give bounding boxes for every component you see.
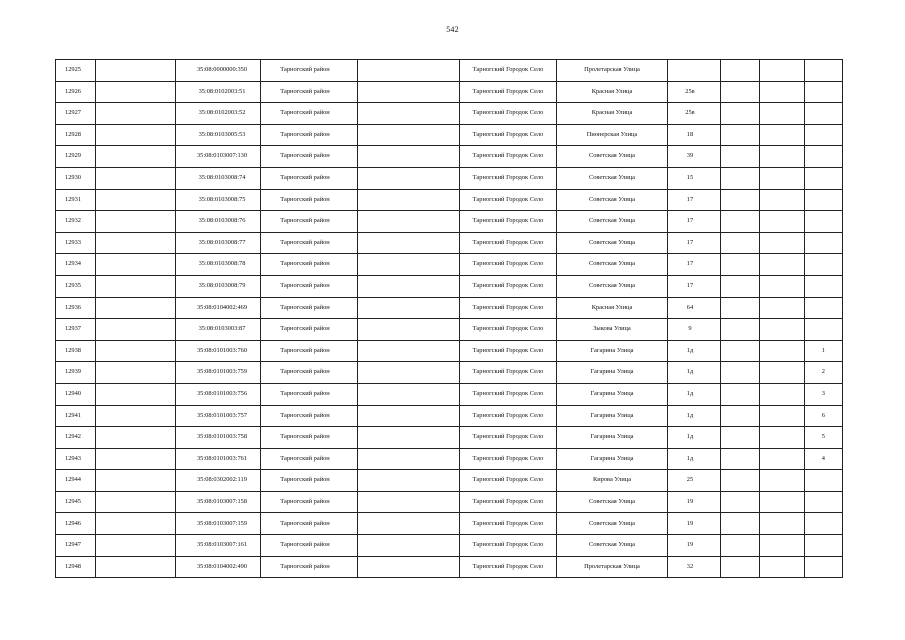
empty-cell: [721, 383, 760, 405]
empty-cell: [96, 275, 176, 297]
empty-cell: [96, 340, 176, 362]
empty-cell: [358, 103, 460, 125]
apartment-number-cell: [805, 319, 843, 341]
registry-body: [56, 60, 843, 578]
table-row: [56, 254, 843, 276]
empty-cell: [721, 470, 760, 492]
empty-cell: [721, 103, 760, 125]
empty-cell: [760, 513, 805, 535]
house-number-cell: 1д: [668, 340, 721, 362]
house-number-cell: 1д: [668, 448, 721, 470]
table-row: [56, 362, 843, 384]
empty-cell: [96, 124, 176, 146]
locality-cell: Тарногский Городок Село: [460, 146, 557, 168]
district-cell: Тарногский район: [261, 383, 358, 405]
record-number-cell: 12943: [56, 448, 96, 470]
street-cell: Советская Улица: [557, 232, 668, 254]
record-number-cell: 12946: [56, 513, 96, 535]
table-row: [56, 491, 843, 513]
empty-cell: [358, 297, 460, 319]
empty-cell: [760, 556, 805, 578]
district-cell: Тарногский район: [261, 362, 358, 384]
house-number-cell: 25: [668, 470, 721, 492]
street-cell: Советская Улица: [557, 535, 668, 557]
district-cell: Тарногский район: [261, 167, 358, 189]
empty-cell: [721, 448, 760, 470]
record-number-cell: 12927: [56, 103, 96, 125]
empty-cell: [358, 275, 460, 297]
street-cell: Советская Улица: [557, 275, 668, 297]
empty-cell: [760, 491, 805, 513]
record-number-cell: 12930: [56, 167, 96, 189]
street-cell: Гагарина Улица: [557, 362, 668, 384]
table-row: [56, 383, 843, 405]
empty-cell: [358, 383, 460, 405]
district-cell: Тарногский район: [261, 427, 358, 449]
apartment-number-cell: [805, 254, 843, 276]
empty-cell: [721, 340, 760, 362]
table-row: [56, 60, 843, 82]
locality-cell: Тарногский Городок Село: [460, 535, 557, 557]
table-row: [56, 427, 843, 449]
record-number-cell: 12935: [56, 275, 96, 297]
street-cell: Гагарина Улица: [557, 383, 668, 405]
cadastral-number-cell: 35:08:0101003:759: [176, 362, 261, 384]
cadastral-number-cell: 35:08:0103008:77: [176, 232, 261, 254]
cadastral-number-cell: 35:08:0103008:74: [176, 167, 261, 189]
empty-cell: [358, 340, 460, 362]
house-number-cell: 15: [668, 167, 721, 189]
empty-cell: [358, 167, 460, 189]
table-row: [56, 211, 843, 233]
empty-cell: [760, 60, 805, 82]
cadastral-number-cell: 35:08:0101003:758: [176, 427, 261, 449]
street-cell: Советская Улица: [557, 513, 668, 535]
empty-cell: [760, 146, 805, 168]
empty-cell: [760, 81, 805, 103]
house-number-cell: 19: [668, 535, 721, 557]
table-row: [56, 319, 843, 341]
empty-cell: [358, 319, 460, 341]
apartment-number-cell: [805, 189, 843, 211]
record-number-cell: 12937: [56, 319, 96, 341]
apartment-number-cell: 4: [805, 448, 843, 470]
house-number-cell: 1д: [668, 405, 721, 427]
empty-cell: [96, 427, 176, 449]
empty-cell: [96, 491, 176, 513]
empty-cell: [721, 189, 760, 211]
district-cell: Тарногский район: [261, 448, 358, 470]
house-number-cell: 19: [668, 491, 721, 513]
empty-cell: [358, 232, 460, 254]
empty-cell: [760, 535, 805, 557]
house-number-cell: 17: [668, 232, 721, 254]
district-cell: Тарногский район: [261, 254, 358, 276]
apartment-number-cell: [805, 535, 843, 557]
record-number-cell: 12940: [56, 383, 96, 405]
cadastral-number-cell: 35:08:0302002:119: [176, 470, 261, 492]
apartment-number-cell: [805, 81, 843, 103]
district-cell: Тарногский район: [261, 103, 358, 125]
street-cell: Красная Улица: [557, 81, 668, 103]
locality-cell: Тарногский Городок Село: [460, 297, 557, 319]
empty-cell: [96, 211, 176, 233]
empty-cell: [760, 405, 805, 427]
record-number-cell: 12932: [56, 211, 96, 233]
table-row: [56, 103, 843, 125]
cadastral-number-cell: 35:08:0103007:158: [176, 491, 261, 513]
street-cell: Гагарина Улица: [557, 448, 668, 470]
empty-cell: [358, 513, 460, 535]
record-number-cell: 12928: [56, 124, 96, 146]
apartment-number-cell: [805, 211, 843, 233]
house-number-cell: 17: [668, 254, 721, 276]
empty-cell: [96, 60, 176, 82]
district-cell: Тарногский район: [261, 146, 358, 168]
district-cell: Тарногский район: [261, 60, 358, 82]
empty-cell: [721, 405, 760, 427]
locality-cell: Тарногский Городок Село: [460, 81, 557, 103]
empty-cell: [358, 448, 460, 470]
cadastral-number-cell: 35:08:0101003:756: [176, 383, 261, 405]
empty-cell: [358, 146, 460, 168]
apartment-number-cell: [805, 470, 843, 492]
empty-cell: [96, 103, 176, 125]
empty-cell: [721, 60, 760, 82]
street-cell: Зыкова Улица: [557, 319, 668, 341]
house-number-cell: 64: [668, 297, 721, 319]
apartment-number-cell: [805, 513, 843, 535]
locality-cell: Тарногский Городок Село: [460, 103, 557, 125]
street-cell: Советская Улица: [557, 146, 668, 168]
empty-cell: [96, 146, 176, 168]
district-cell: Тарногский район: [261, 124, 358, 146]
house-number-cell: [668, 60, 721, 82]
table-row: [56, 448, 843, 470]
empty-cell: [721, 319, 760, 341]
empty-cell: [760, 319, 805, 341]
empty-cell: [96, 297, 176, 319]
locality-cell: Тарногский Городок Село: [460, 275, 557, 297]
apartment-number-cell: 5: [805, 427, 843, 449]
street-cell: Пролетарская Улица: [557, 60, 668, 82]
cadastral-number-cell: 35:08:0000000:350: [176, 60, 261, 82]
locality-cell: Тарногский Городок Село: [460, 383, 557, 405]
house-number-cell: 19: [668, 513, 721, 535]
empty-cell: [760, 167, 805, 189]
street-cell: Гагарина Улица: [557, 340, 668, 362]
record-number-cell: 12948: [56, 556, 96, 578]
empty-cell: [721, 167, 760, 189]
house-number-cell: 17: [668, 189, 721, 211]
cadastral-number-cell: 35:08:0101003:761: [176, 448, 261, 470]
empty-cell: [721, 275, 760, 297]
cadastral-number-cell: 35:08:0103008:78: [176, 254, 261, 276]
apartment-number-cell: [805, 60, 843, 82]
table-row: [56, 556, 843, 578]
table-row: [56, 167, 843, 189]
empty-cell: [721, 556, 760, 578]
cadastral-number-cell: 35:08:0103005:53: [176, 124, 261, 146]
apartment-number-cell: 3: [805, 383, 843, 405]
house-number-cell: 1д: [668, 362, 721, 384]
cadastral-number-cell: 35:08:0104002:469: [176, 297, 261, 319]
empty-cell: [760, 362, 805, 384]
locality-cell: Тарногский Городок Село: [460, 556, 557, 578]
house-number-cell: 9: [668, 319, 721, 341]
empty-cell: [358, 211, 460, 233]
empty-cell: [358, 124, 460, 146]
empty-cell: [721, 254, 760, 276]
district-cell: Тарногский район: [261, 232, 358, 254]
table-row: [56, 124, 843, 146]
record-number-cell: 12926: [56, 81, 96, 103]
record-number-cell: 12947: [56, 535, 96, 557]
locality-cell: Тарногский Городок Село: [460, 470, 557, 492]
street-cell: Красная Улица: [557, 103, 668, 125]
empty-cell: [358, 470, 460, 492]
empty-cell: [358, 254, 460, 276]
record-number-cell: 12944: [56, 470, 96, 492]
house-number-cell: 1д: [668, 383, 721, 405]
apartment-number-cell: [805, 491, 843, 513]
cadastral-number-cell: 35:08:0103007:130: [176, 146, 261, 168]
empty-cell: [721, 232, 760, 254]
locality-cell: Тарногский Городок Село: [460, 60, 557, 82]
empty-cell: [721, 211, 760, 233]
cadastral-number-cell: 35:08:0101003:760: [176, 340, 261, 362]
empty-cell: [96, 470, 176, 492]
district-cell: Тарногский район: [261, 405, 358, 427]
district-cell: Тарногский район: [261, 275, 358, 297]
empty-cell: [96, 362, 176, 384]
page-number: 542: [446, 25, 459, 34]
table-row: [56, 146, 843, 168]
locality-cell: Тарногский Городок Село: [460, 167, 557, 189]
district-cell: Тарногский район: [261, 189, 358, 211]
record-number-cell: 12939: [56, 362, 96, 384]
apartment-number-cell: 2: [805, 362, 843, 384]
empty-cell: [721, 297, 760, 319]
street-cell: Советская Улица: [557, 189, 668, 211]
apartment-number-cell: [805, 167, 843, 189]
empty-cell: [96, 319, 176, 341]
apartment-number-cell: [805, 103, 843, 125]
house-number-cell: 39: [668, 146, 721, 168]
record-number-cell: 12931: [56, 189, 96, 211]
house-number-cell: 18: [668, 124, 721, 146]
apartment-number-cell: [805, 124, 843, 146]
table-row: [56, 232, 843, 254]
record-number-cell: 12936: [56, 297, 96, 319]
locality-cell: Тарногский Городок Село: [460, 362, 557, 384]
table-row: [56, 340, 843, 362]
empty-cell: [760, 232, 805, 254]
house-number-cell: 25в: [668, 81, 721, 103]
empty-cell: [721, 362, 760, 384]
cadastral-number-cell: 35:08:0101003:757: [176, 405, 261, 427]
cadastral-number-cell: 35:08:0103007:159: [176, 513, 261, 535]
cadastral-number-cell: 35:08:0102003:51: [176, 81, 261, 103]
table-row: [56, 81, 843, 103]
cadastral-number-cell: 35:08:0103003:87: [176, 319, 261, 341]
empty-cell: [358, 362, 460, 384]
table-row: [56, 297, 843, 319]
street-cell: Советская Улица: [557, 211, 668, 233]
table-row: [56, 189, 843, 211]
empty-cell: [358, 556, 460, 578]
table-row: [56, 405, 843, 427]
house-number-cell: 25в: [668, 103, 721, 125]
empty-cell: [96, 405, 176, 427]
empty-cell: [96, 513, 176, 535]
record-number-cell: 12938: [56, 340, 96, 362]
empty-cell: [721, 427, 760, 449]
empty-cell: [358, 491, 460, 513]
empty-cell: [96, 556, 176, 578]
empty-cell: [358, 405, 460, 427]
district-cell: Тарногский район: [261, 491, 358, 513]
empty-cell: [721, 146, 760, 168]
table-row: [56, 275, 843, 297]
empty-cell: [760, 427, 805, 449]
house-number-cell: 17: [668, 275, 721, 297]
table-row: [56, 470, 843, 492]
empty-cell: [96, 189, 176, 211]
empty-cell: [760, 448, 805, 470]
empty-cell: [760, 103, 805, 125]
locality-cell: Тарногский Городок Село: [460, 232, 557, 254]
record-number-cell: 12942: [56, 427, 96, 449]
street-cell: Кирова Улица: [557, 470, 668, 492]
locality-cell: Тарногский Городок Село: [460, 491, 557, 513]
apartment-number-cell: 6: [805, 405, 843, 427]
empty-cell: [358, 189, 460, 211]
empty-cell: [760, 254, 805, 276]
street-cell: Гагарина Улица: [557, 427, 668, 449]
locality-cell: Тарногский Городок Село: [460, 448, 557, 470]
empty-cell: [358, 535, 460, 557]
apartment-number-cell: 1: [805, 340, 843, 362]
record-number-cell: 12929: [56, 146, 96, 168]
district-cell: Тарногский район: [261, 470, 358, 492]
locality-cell: Тарногский Городок Село: [460, 513, 557, 535]
locality-cell: Тарногский Городок Село: [460, 211, 557, 233]
street-cell: Советская Улица: [557, 491, 668, 513]
empty-cell: [760, 124, 805, 146]
empty-cell: [721, 535, 760, 557]
locality-cell: Тарногский Городок Село: [460, 254, 557, 276]
cadastral-number-cell: 35:08:0104002:490: [176, 556, 261, 578]
district-cell: Тарногский район: [261, 556, 358, 578]
district-cell: Тарногский район: [261, 513, 358, 535]
empty-cell: [358, 60, 460, 82]
district-cell: Тарногский район: [261, 319, 358, 341]
district-cell: Тарногский район: [261, 211, 358, 233]
record-number-cell: 12934: [56, 254, 96, 276]
record-number-cell: 12941: [56, 405, 96, 427]
empty-cell: [760, 211, 805, 233]
locality-cell: Тарногский Городок Село: [460, 340, 557, 362]
cadastral-number-cell: 35:08:0103008:76: [176, 211, 261, 233]
street-cell: Советская Улица: [557, 167, 668, 189]
empty-cell: [358, 81, 460, 103]
locality-cell: Тарногский Городок Село: [460, 405, 557, 427]
district-cell: Тарногский район: [261, 340, 358, 362]
empty-cell: [96, 167, 176, 189]
apartment-number-cell: [805, 556, 843, 578]
registry-table: [55, 59, 843, 578]
record-number-cell: 12925: [56, 60, 96, 82]
empty-cell: [96, 232, 176, 254]
locality-cell: Тарногский Городок Село: [460, 427, 557, 449]
locality-cell: Тарногский Городок Село: [460, 189, 557, 211]
district-cell: Тарногский район: [261, 81, 358, 103]
empty-cell: [96, 448, 176, 470]
street-cell: Гагарина Улица: [557, 405, 668, 427]
cadastral-number-cell: 35:08:0103007:161: [176, 535, 261, 557]
apartment-number-cell: [805, 232, 843, 254]
street-cell: Пролетарская Улица: [557, 556, 668, 578]
empty-cell: [721, 81, 760, 103]
apartment-number-cell: [805, 297, 843, 319]
apartment-number-cell: [805, 275, 843, 297]
apartment-number-cell: [805, 146, 843, 168]
empty-cell: [96, 254, 176, 276]
empty-cell: [760, 383, 805, 405]
empty-cell: [760, 275, 805, 297]
house-number-cell: 1д: [668, 427, 721, 449]
street-cell: Красная Улица: [557, 297, 668, 319]
empty-cell: [721, 491, 760, 513]
table-row: [56, 513, 843, 535]
empty-cell: [721, 513, 760, 535]
empty-cell: [96, 81, 176, 103]
empty-cell: [760, 297, 805, 319]
house-number-cell: 17: [668, 211, 721, 233]
empty-cell: [96, 383, 176, 405]
cadastral-number-cell: 35:08:0102003:52: [176, 103, 261, 125]
empty-cell: [358, 427, 460, 449]
record-number-cell: 12933: [56, 232, 96, 254]
empty-cell: [760, 470, 805, 492]
empty-cell: [96, 535, 176, 557]
house-number-cell: 32: [668, 556, 721, 578]
street-cell: Пионерская Улица: [557, 124, 668, 146]
empty-cell: [760, 340, 805, 362]
table-row: [56, 535, 843, 557]
record-number-cell: 12945: [56, 491, 96, 513]
street-cell: Советская Улица: [557, 254, 668, 276]
locality-cell: Тарногский Городок Село: [460, 319, 557, 341]
district-cell: Тарногский район: [261, 535, 358, 557]
empty-cell: [721, 124, 760, 146]
locality-cell: Тарногский Городок Село: [460, 124, 557, 146]
district-cell: Тарногский район: [261, 297, 358, 319]
empty-cell: [760, 189, 805, 211]
cadastral-number-cell: 35:08:0103008:75: [176, 189, 261, 211]
cadastral-number-cell: 35:08:0103008:79: [176, 275, 261, 297]
